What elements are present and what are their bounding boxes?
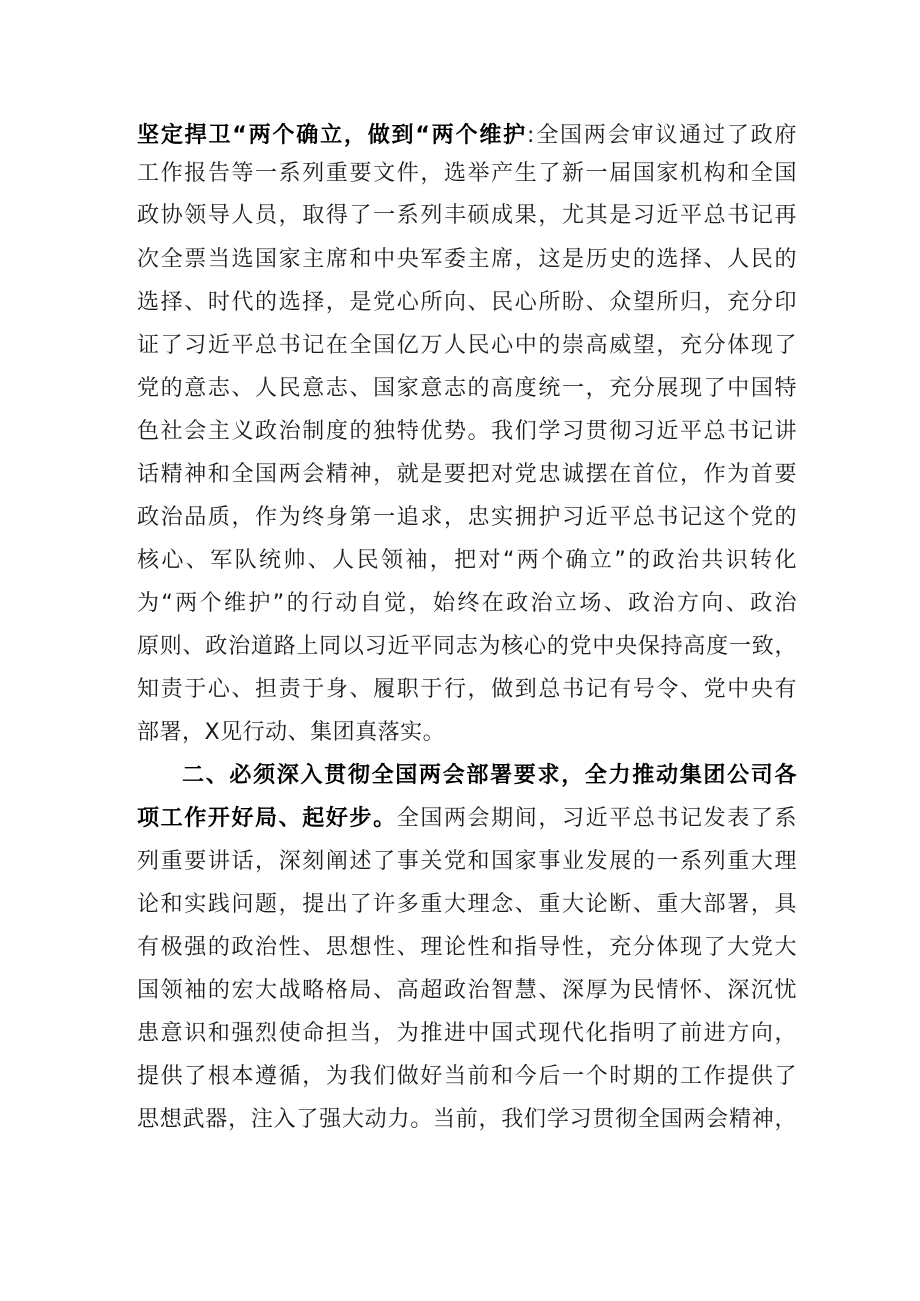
paragraph-line: 患意识和强烈使命担当，为推进中国式现代化指明了前进方向， (137, 1021, 797, 1046)
paragraph-line: 证了习近平总书记在全国亿万人民心中的崇高威望，充分体现了 (137, 333, 797, 358)
paragraph-line: 政协领导人员，取得了一系列丰硕成果，尤其是习近平总书记再 (137, 203, 797, 228)
paragraph-line (137, 799, 797, 839)
paragraph-line: 知责于心、担责于身、履职于行，做到总书记有号令、党中央有 (137, 677, 797, 702)
paragraph-line: 选择、时代的选择，是党心所向、民心所盼、众望所归，充分印 (137, 290, 797, 315)
paragraph-line: 提供了根本遵循，为我们做好当前和今后一个时期的工作提供了 (137, 1064, 797, 1089)
section-heading: 项工作开好局、起好步。 (137, 806, 397, 831)
paragraph-line: 色社会主义政治制度的独特优势。我们学习贯彻习近平总书记讲 (137, 419, 797, 444)
paragraph-text: 全国两会期间，习近平总书记发表了系 (396, 806, 797, 831)
paragraph-line: 次全票当选国家主席和中央军委主席，这是历史的选择、人民的 (137, 247, 797, 272)
section-heading: 坚定捍卫“两个确立，做到“两个维护 (137, 123, 527, 148)
paragraph-line: 思想武器，注入了强大动力。当前，我们学习贯彻全国两会精神， (137, 1107, 797, 1132)
paragraph-line: 核心、军队统帅、人民领袖，把对“两个确立”的政治共识转化 (137, 548, 797, 573)
paragraph-line: 政治品质，作为终身第一追求，忠实拥护习近平总书记这个党的 (137, 505, 797, 530)
paragraph-line: 话精神和全国两会精神，就是要把对党忠诚摆在首位，作为首要 (137, 462, 797, 487)
paragraph-line: 党的意志、人民意志、国家意志的高度统一，充分展现了中国特 (137, 376, 797, 401)
paragraph-line: 有极强的政治性、思想性、理论性和指导性，充分体现了大党大 (137, 935, 797, 960)
paragraph-line: 列重要讲话，深刻阐述了事关党和国家事业发展的一系列重大理 (137, 849, 797, 874)
paragraph-line: 论和实践问题，提出了许多重大理念、重大论断、重大部署，具 (137, 892, 797, 917)
section-heading: 二、必须深入贯彻全国两会部署要求，全力推动集团公司各 (182, 763, 797, 788)
paragraph-line (137, 116, 797, 156)
paragraph-text: :全国两会审议通过了政府 (526, 123, 797, 148)
paragraph-line: 工作报告等一系列重要文件，选举产生了新一届国家机构和全国 (137, 161, 797, 186)
paragraph-line: 部署，X见行动、集团真落实。 (137, 720, 446, 745)
paragraph-line: 原则、政治道路上同以习近平同志为核心的党中央保持高度一致， (137, 634, 797, 659)
paragraph-line: 为“两个维护”的行动自觉，始终在政治立场、政治方向、政治 (137, 591, 797, 616)
paragraph-line: 国领袖的宏大战略格局、高超政治智慧、深厚为民情怀、深沉忧 (137, 978, 797, 1003)
